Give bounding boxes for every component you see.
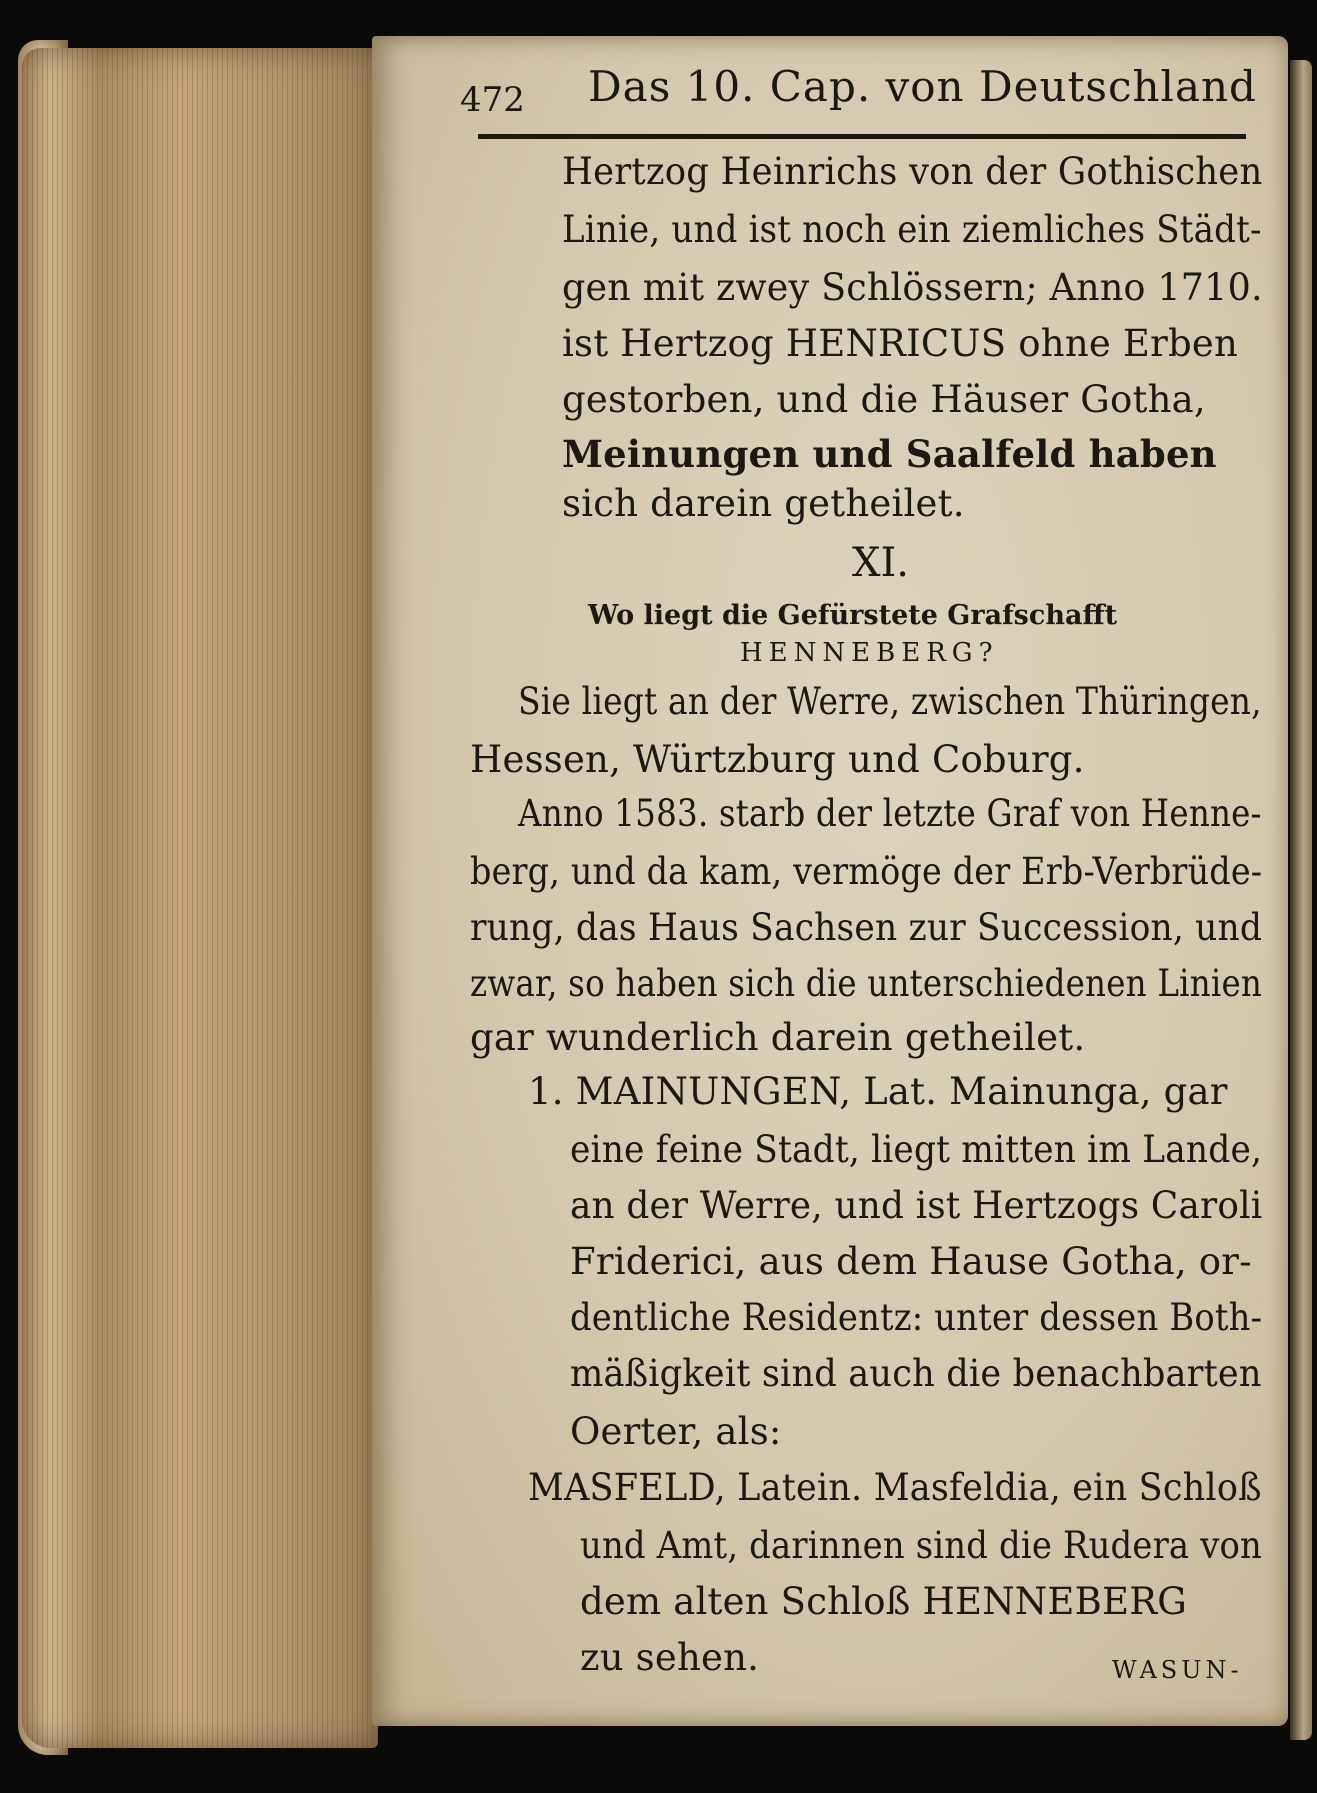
section-question: Wo liegt die Gefürstete Grafschafft xyxy=(588,600,1118,631)
text-line: gestorben, und die Häuser Gotha, xyxy=(562,378,1206,421)
text-line: dentliche Residentz: unter dessen Both- xyxy=(570,1296,1263,1339)
text-line: ist Hertzog HENRICUS ohne Erben xyxy=(562,322,1239,365)
text-line: rung, das Haus Sachsen zur Succession, und xyxy=(470,906,1263,949)
text-line: zu sehen. xyxy=(580,1636,760,1679)
text-line: zwar, so haben sich die unterschiedenen Linien xyxy=(470,962,1263,1005)
running-head: Das 10. Cap. von Deutschland xyxy=(588,62,1257,111)
adjacent-page-edge xyxy=(1290,60,1312,1740)
page-number: 472 xyxy=(460,80,525,120)
text-line: MASFELD, Latein. Masfeldia, ein Schloß xyxy=(528,1466,1262,1509)
text-line: Friderici, aus dem Hause Gotha, or- xyxy=(570,1240,1252,1283)
book-page-edges xyxy=(22,48,378,1748)
header-rule xyxy=(478,134,1246,139)
catchword: WASUN- xyxy=(1112,1656,1243,1684)
text-line: Hessen, Würtzburg und Coburg. xyxy=(470,738,1085,781)
text-line: Hertzog Heinrichs von der Gothischen xyxy=(562,150,1263,193)
text-line: dem alten Schloß HENNEBERG xyxy=(580,1580,1188,1623)
text-line: Sie liegt an der Werre, zwischen Thüringen, xyxy=(518,680,1262,723)
text-line: Anno 1583. starb der letzte Graf von Henne- xyxy=(518,792,1262,835)
text-line: eine feine Stadt, liegt mitten im Lande, xyxy=(570,1128,1263,1171)
section-number: XI. xyxy=(852,540,909,586)
text-line: gar wunderlich darein getheilet. xyxy=(470,1016,1086,1059)
text-line: 1. MAINUNGEN, Lat. Mainunga, gar xyxy=(528,1070,1228,1113)
text-line: an der Werre, und ist Hertzogs Caroli xyxy=(570,1184,1263,1227)
section-question-name: HENNEBERG? xyxy=(740,638,999,668)
text-line: Oerter, als: xyxy=(570,1410,782,1453)
text-line: mäßigkeit sind auch die benachbarten xyxy=(570,1352,1262,1395)
text-line: sich darein getheilet. xyxy=(562,482,965,525)
text-line: Linie, und ist noch ein ziemliches Städt- xyxy=(562,208,1262,251)
text-line: Meinungen und Saalfeld haben xyxy=(562,432,1217,476)
text-line: gen mit zwey Schlössern; Anno 1710. xyxy=(562,266,1263,309)
text-line: und Amt, darinnen sind die Rudera von xyxy=(580,1524,1263,1567)
text-line: berg, und da kam, vermöge der Erb-Verbrüde- xyxy=(470,850,1263,893)
